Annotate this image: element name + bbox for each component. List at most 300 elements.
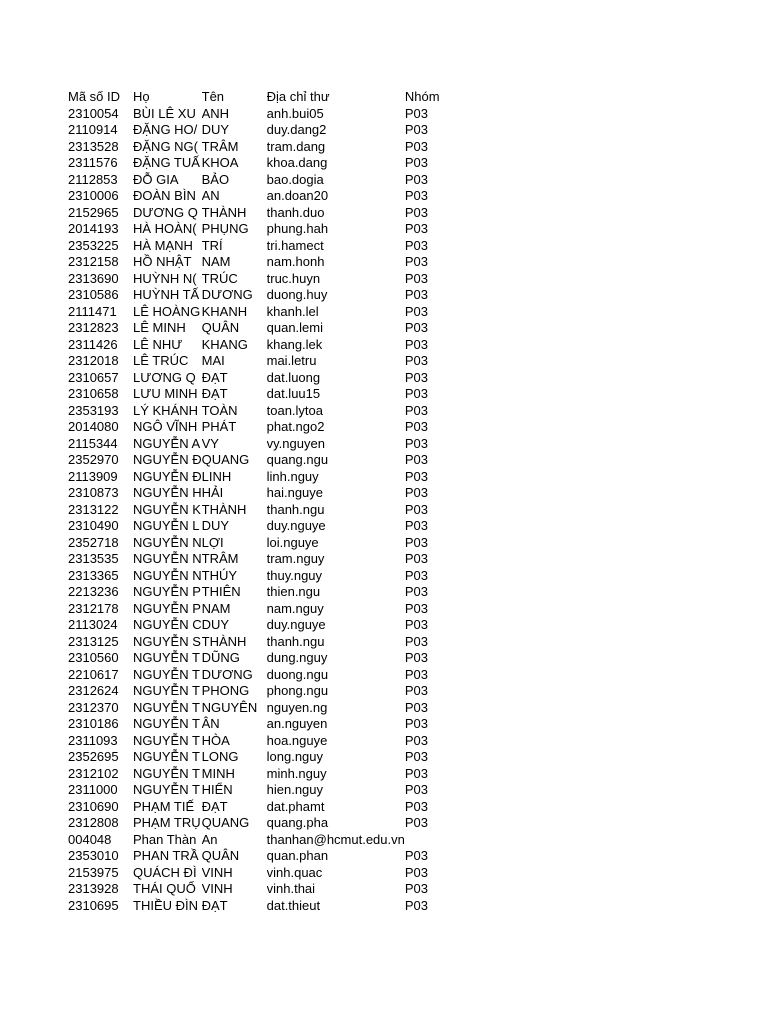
cell-email[interactable]: vinh.thai bbox=[266, 881, 316, 896]
cell-group[interactable]: P03 bbox=[404, 188, 428, 203]
cell-ten[interactable]: TRÂM bbox=[201, 138, 239, 154]
cell-group[interactable]: P03 bbox=[404, 155, 428, 170]
cell-group[interactable]: P03 bbox=[404, 584, 428, 599]
cell-email[interactable]: dat.thieut bbox=[266, 897, 321, 913]
cell-id[interactable]: 2310873 bbox=[68, 485, 119, 500]
cell-id[interactable]: 2312823 bbox=[68, 320, 119, 335]
cell-ho[interactable]: NGUYỄN T bbox=[133, 666, 200, 682]
cell-ho[interactable]: HÀ HOÀN( bbox=[133, 221, 197, 236]
table-row bbox=[68, 650, 465, 667]
cell-ho[interactable]: NGUYỄN Đ bbox=[133, 452, 202, 467]
cell-group[interactable]: P03 bbox=[404, 254, 428, 269]
table-row bbox=[68, 634, 465, 651]
cell-email[interactable]: mai.letru bbox=[266, 353, 317, 368]
cell-group[interactable]: P03 bbox=[404, 765, 428, 781]
cell-ho[interactable]: NGUYỄN P bbox=[133, 584, 201, 599]
table-row bbox=[68, 881, 465, 898]
cell-ten[interactable]: QUANG bbox=[201, 452, 250, 467]
table-row bbox=[68, 122, 465, 139]
cell-email[interactable]: hai.nguye bbox=[266, 485, 324, 500]
cell-group[interactable]: P03 bbox=[404, 518, 428, 533]
cell-ten[interactable]: VINH bbox=[201, 864, 233, 880]
table-row bbox=[68, 832, 465, 849]
cell-id[interactable]: 2313690 bbox=[68, 270, 119, 286]
table-row bbox=[68, 238, 465, 255]
cell-email[interactable]: duy.dang2 bbox=[266, 122, 327, 137]
cell-ten[interactable]: QUÂN bbox=[201, 320, 240, 335]
cell-ho[interactable]: THÁI QUỐ bbox=[133, 881, 196, 896]
cell-id[interactable]: 2311093 bbox=[68, 732, 118, 748]
table-row bbox=[68, 436, 465, 453]
table-row bbox=[68, 865, 465, 882]
cell-id[interactable]: 2312808 bbox=[68, 815, 119, 830]
cell-email[interactable]: phung.hah bbox=[266, 221, 329, 236]
cell-ten[interactable]: BẢO bbox=[201, 171, 230, 187]
cell-id[interactable]: 2153975 bbox=[68, 864, 119, 880]
cell-email[interactable]: minh.nguy bbox=[266, 765, 327, 781]
cell-email[interactable]: an.nguyen bbox=[266, 716, 328, 731]
cell-id[interactable]: 2310006 bbox=[68, 188, 119, 203]
cell-id[interactable]: 2112853 bbox=[68, 171, 118, 187]
cell-id[interactable]: 2352718 bbox=[68, 534, 119, 550]
cell-group[interactable]: P03 bbox=[404, 897, 428, 913]
cell-id[interactable]: 2110914 bbox=[68, 122, 118, 137]
cell-group[interactable]: P03 bbox=[404, 798, 428, 814]
cell-ten[interactable]: NAM bbox=[201, 600, 231, 616]
cell-email[interactable]: nguyen.ng bbox=[266, 699, 328, 715]
table-row bbox=[68, 221, 465, 238]
cell-group[interactable]: P03 bbox=[404, 815, 428, 830]
cell-group[interactable]: P03 bbox=[404, 749, 428, 764]
cell-group[interactable]: P03 bbox=[404, 204, 428, 220]
cell-email[interactable]: thanhan@hcmut.edu.vn bbox=[266, 831, 405, 847]
cell-id[interactable]: 2353193 bbox=[68, 402, 119, 418]
cell-id[interactable]: 2310658 bbox=[68, 386, 119, 401]
cell-email[interactable]: dat.luong bbox=[266, 369, 321, 385]
cell-ten[interactable]: LONG bbox=[201, 749, 239, 764]
table-row bbox=[68, 502, 465, 519]
cell-group[interactable]: P03 bbox=[404, 485, 428, 500]
cell-email[interactable]: duy.nguye bbox=[266, 617, 326, 632]
table-row bbox=[68, 568, 465, 585]
cell-email[interactable]: vy.nguyen bbox=[266, 435, 325, 451]
table-row bbox=[68, 799, 465, 816]
cell-ho[interactable]: DƯƠNG Q bbox=[133, 204, 198, 220]
cell-ten[interactable]: TOÀN bbox=[201, 402, 238, 418]
cell-group[interactable]: P03 bbox=[404, 369, 428, 385]
cell-ten[interactable]: PHONG bbox=[201, 683, 250, 698]
table-row bbox=[68, 848, 465, 865]
cell-ho[interactable]: THIỀU ĐÌN bbox=[133, 897, 198, 913]
cell-ten[interactable]: PHỤNG bbox=[201, 221, 249, 236]
cell-ten[interactable]: MAI bbox=[201, 353, 225, 368]
cell-group[interactable]: P03 bbox=[404, 435, 428, 451]
table-row bbox=[68, 271, 465, 288]
cell-email[interactable]: vinh.quac bbox=[266, 864, 323, 880]
table-row bbox=[68, 139, 465, 156]
cell-id[interactable]: 2311576 bbox=[68, 155, 118, 170]
table-row bbox=[68, 749, 465, 766]
cell-ho[interactable]: NGUYỄN A bbox=[133, 435, 201, 451]
cell-email[interactable]: loi.nguye bbox=[266, 534, 319, 550]
cell-id[interactable]: 2352970 bbox=[68, 452, 119, 467]
cell-group[interactable]: P03 bbox=[404, 650, 428, 665]
cell-email[interactable]: duy.nguye bbox=[266, 518, 326, 533]
table-row bbox=[68, 320, 465, 337]
cell-ten[interactable]: ĐẠT bbox=[201, 369, 228, 385]
table-row bbox=[68, 469, 465, 486]
cell-ten[interactable]: TRÂM bbox=[201, 551, 239, 566]
table-row bbox=[68, 518, 465, 535]
table-row bbox=[68, 667, 465, 684]
cell-ho[interactable]: ĐỖ GIA bbox=[133, 171, 179, 187]
table-row bbox=[68, 205, 465, 222]
cell-ten[interactable]: TRÍ bbox=[201, 237, 223, 253]
cell-ho[interactable]: QUÁCH ĐÌ bbox=[133, 864, 197, 880]
cell-id[interactable]: 2115344 bbox=[68, 435, 118, 451]
cell-ho[interactable]: NGUYỄN T bbox=[133, 699, 200, 715]
table-row bbox=[68, 172, 465, 189]
cell-group[interactable]: P03 bbox=[404, 353, 428, 368]
cell-ten[interactable]: ÂN bbox=[201, 716, 220, 731]
table-row bbox=[68, 254, 465, 271]
cell-group[interactable]: P03 bbox=[404, 386, 428, 401]
cell-ho[interactable]: NGUYỄN T bbox=[133, 782, 200, 797]
cell-ten[interactable]: QUÂN bbox=[201, 848, 240, 863]
student-table bbox=[68, 89, 465, 914]
table-row bbox=[68, 535, 465, 552]
cell-ho[interactable]: LÊ HOÀNG bbox=[133, 303, 201, 319]
table-row bbox=[68, 304, 465, 321]
cell-email[interactable]: duong.ngu bbox=[266, 666, 329, 682]
cell-email[interactable]: tram.nguy bbox=[266, 551, 325, 566]
cell-ho[interactable]: NGUYỄN H bbox=[133, 485, 202, 500]
cell-ten[interactable]: KHANG bbox=[201, 336, 248, 352]
table-row bbox=[68, 584, 465, 601]
table-row bbox=[68, 782, 465, 799]
cell-email[interactable]: thanh.ngu bbox=[266, 501, 325, 517]
cell-id[interactable]: 2313535 bbox=[68, 551, 119, 566]
table-row bbox=[68, 683, 465, 700]
table-row bbox=[68, 353, 465, 370]
spreadsheet bbox=[68, 89, 465, 914]
cell-ten[interactable]: ĐẠT bbox=[201, 897, 228, 913]
cell-email[interactable]: khoa.dang bbox=[266, 155, 328, 170]
cell-id[interactable]: 2310690 bbox=[68, 798, 119, 814]
cell-ho[interactable]: NGUYỄN P bbox=[133, 600, 201, 616]
cell-email[interactable]: toan.lytoa bbox=[266, 402, 323, 418]
cell-email[interactable]: thanh.ngu bbox=[266, 633, 325, 649]
cell-group[interactable]: P03 bbox=[404, 320, 428, 335]
cell-email[interactable]: tram.dang bbox=[266, 138, 326, 154]
cell-group[interactable]: P03 bbox=[404, 732, 428, 748]
cell-group[interactable]: P03 bbox=[404, 716, 428, 731]
cell-ten[interactable]: PHÁT bbox=[201, 419, 237, 434]
cell-group[interactable]: P03 bbox=[404, 551, 428, 566]
cell-email[interactable]: linh.nguy bbox=[266, 468, 319, 484]
cell-group[interactable]: P03 bbox=[404, 419, 428, 434]
cell-email[interactable]: quang.pha bbox=[266, 815, 329, 830]
cell-email[interactable]: phat.ngo2 bbox=[266, 419, 325, 434]
cell-group[interactable]: P03 bbox=[404, 567, 428, 583]
cell-id[interactable]: 2353010 bbox=[68, 848, 119, 863]
table-row bbox=[68, 370, 465, 387]
cell-ten[interactable]: NGUYÊN bbox=[201, 699, 258, 715]
cell-ten[interactable]: An bbox=[201, 831, 218, 847]
cell-group[interactable]: P03 bbox=[404, 468, 428, 484]
cell-ten[interactable]: DUY bbox=[201, 617, 230, 632]
cell-id[interactable]: 2113909 bbox=[68, 468, 118, 484]
cell-id[interactable]: 2313365 bbox=[68, 567, 119, 583]
table-row bbox=[68, 386, 465, 403]
cell-ho[interactable]: Phan Thàn bbox=[133, 831, 197, 847]
cell-ten[interactable]: ĐẠT bbox=[201, 386, 228, 401]
cell-ten[interactable]: ĐẠT bbox=[201, 798, 228, 814]
cell-group[interactable]: P03 bbox=[404, 782, 428, 797]
cell-ho[interactable]: PHẠM TIẾ bbox=[133, 798, 195, 814]
cell-id[interactable]: 2313122 bbox=[68, 501, 119, 517]
cell-ho[interactable]: ĐOÀN BÌN bbox=[133, 188, 196, 203]
cell-ho[interactable]: NGUYỄN S bbox=[133, 633, 201, 649]
cell-ho[interactable]: HUỲNH N( bbox=[133, 270, 197, 286]
cell-ten[interactable]: AN bbox=[201, 188, 220, 203]
table-row bbox=[68, 106, 465, 123]
cell-group[interactable]: P03 bbox=[404, 105, 428, 121]
cell-group[interactable]: P03 bbox=[404, 633, 428, 649]
header-email[interactable]: Địa chỉ thư bbox=[266, 89, 330, 104]
table-row bbox=[68, 716, 465, 733]
cell-email[interactable]: nam.honh bbox=[266, 254, 325, 269]
cell-email[interactable]: bao.dogia bbox=[266, 171, 324, 187]
header-ho[interactable]: Họ bbox=[133, 89, 150, 104]
cell-ten[interactable]: DŨNG bbox=[201, 650, 240, 665]
cell-ho[interactable]: PHẠM TRỤ bbox=[133, 815, 201, 830]
header-row bbox=[68, 89, 465, 106]
cell-email[interactable]: long.nguy bbox=[266, 749, 324, 764]
cell-email[interactable]: an.doan20 bbox=[266, 188, 329, 203]
table-row bbox=[68, 601, 465, 618]
cell-email[interactable]: duong.huy bbox=[266, 287, 328, 302]
cell-email[interactable]: dat.phamt bbox=[266, 798, 325, 814]
table-row bbox=[68, 898, 465, 915]
cell-id[interactable]: 2310054 bbox=[68, 105, 119, 121]
cell-id[interactable]: 2313928 bbox=[68, 881, 119, 896]
header-id[interactable]: Mã số ID bbox=[68, 89, 121, 104]
cell-id[interactable]: 2310560 bbox=[68, 650, 119, 665]
cell-ten[interactable]: MINH bbox=[201, 765, 235, 781]
cell-email[interactable]: dung.nguy bbox=[266, 650, 328, 665]
cell-ho[interactable]: NGUYỄN N bbox=[133, 567, 202, 583]
cell-ho[interactable]: HÀ MẠNH bbox=[133, 237, 193, 253]
cell-group[interactable]: P03 bbox=[404, 534, 428, 550]
cell-id[interactable]: 2310186 bbox=[68, 716, 119, 731]
cell-id[interactable]: 2352695 bbox=[68, 749, 119, 764]
table-row bbox=[68, 419, 465, 436]
cell-id[interactable]: 2310490 bbox=[68, 518, 119, 533]
cell-ten[interactable]: TRÚC bbox=[201, 270, 238, 286]
cell-id[interactable]: 2312178 bbox=[68, 600, 119, 616]
cell-group[interactable]: P03 bbox=[404, 221, 428, 236]
cell-id[interactable]: 004048 bbox=[68, 831, 112, 847]
cell-ho[interactable]: NGÔ VĨNH bbox=[133, 419, 198, 434]
cell-id[interactable]: 2113024 bbox=[68, 617, 118, 632]
cell-email[interactable]: hoa.nguye bbox=[266, 732, 328, 748]
cell-group[interactable]: P03 bbox=[404, 864, 428, 880]
cell-group[interactable] bbox=[405, 832, 465, 849]
cell-id[interactable]: 2311426 bbox=[68, 336, 118, 352]
cell-email[interactable]: anh.bui05 bbox=[266, 105, 324, 121]
cell-ho[interactable]: LÝ KHÁNH bbox=[133, 402, 199, 418]
cell-ten[interactable]: HÒA bbox=[201, 732, 230, 748]
cell-ho[interactable]: NGUYỄN K bbox=[133, 501, 201, 517]
cell-group[interactable]: P03 bbox=[404, 303, 428, 319]
header-ten[interactable]: Tên bbox=[201, 89, 225, 104]
cell-ten[interactable]: DUY bbox=[201, 518, 230, 533]
cell-ho[interactable]: ĐẶNG TUẤ bbox=[133, 155, 200, 170]
cell-ten[interactable]: THÀNH bbox=[201, 633, 247, 649]
table-row bbox=[68, 700, 465, 717]
cell-ho[interactable]: LÊ NHƯ bbox=[133, 336, 183, 352]
cell-ho[interactable]: ĐẶNG NG( bbox=[133, 138, 198, 154]
cell-group[interactable]: P03 bbox=[404, 683, 428, 698]
cell-ten[interactable]: DƯƠNG bbox=[201, 287, 253, 302]
table-row bbox=[68, 766, 465, 783]
cell-ho[interactable]: NGUYỄN T bbox=[133, 749, 200, 764]
cell-ho[interactable]: LƯƠNG Q bbox=[133, 369, 196, 385]
cell-id[interactable]: 2310695 bbox=[68, 897, 119, 913]
cell-ho[interactable]: NGUYỄN T bbox=[133, 765, 200, 781]
cell-ten[interactable]: KHOA bbox=[201, 155, 239, 170]
cell-group[interactable]: P03 bbox=[404, 138, 428, 154]
cell-ho[interactable]: LÊ MINH bbox=[133, 320, 186, 335]
cell-ten[interactable]: HẢI bbox=[201, 485, 224, 500]
header-group[interactable]: Nhóm bbox=[404, 89, 440, 104]
cell-ten[interactable]: ANH bbox=[201, 105, 230, 121]
cell-email[interactable]: tri.hamect bbox=[266, 237, 324, 253]
cell-ten[interactable]: LỢI bbox=[201, 534, 224, 550]
cell-group[interactable]: P03 bbox=[404, 600, 428, 616]
table-row bbox=[68, 485, 465, 502]
cell-group[interactable]: P03 bbox=[404, 666, 428, 682]
table-row bbox=[68, 155, 465, 172]
cell-ho[interactable]: HỒ NHẬT bbox=[133, 254, 192, 269]
cell-email[interactable]: khang.lek bbox=[266, 336, 323, 352]
cell-ten[interactable]: THÀNH bbox=[201, 501, 247, 517]
table-row bbox=[68, 733, 465, 750]
cell-id[interactable]: 2312158 bbox=[68, 254, 119, 269]
cell-ten[interactable]: QUANG bbox=[201, 815, 250, 830]
cell-email[interactable]: truc.huyn bbox=[266, 270, 321, 286]
cell-ho[interactable]: NGUYỄN L bbox=[133, 518, 200, 533]
cell-id[interactable]: 2312102 bbox=[68, 765, 119, 781]
cell-ho[interactable]: NGUYỄN N bbox=[133, 534, 202, 550]
cell-id[interactable]: 2353225 bbox=[68, 237, 119, 253]
cell-group[interactable]: P03 bbox=[404, 336, 428, 352]
cell-group[interactable]: P03 bbox=[404, 287, 428, 302]
table-row bbox=[68, 452, 465, 469]
cell-id[interactable]: 2312624 bbox=[68, 683, 119, 698]
cell-email[interactable]: thien.ngu bbox=[266, 584, 321, 599]
cell-ho[interactable]: BÙI LÊ XU bbox=[133, 105, 196, 121]
cell-ho[interactable]: NGUYỄN T bbox=[133, 732, 200, 748]
table-row bbox=[68, 551, 465, 568]
cell-id[interactable]: 2310586 bbox=[68, 287, 119, 302]
cell-email[interactable]: phong.ngu bbox=[266, 683, 329, 698]
cell-group[interactable]: P03 bbox=[404, 501, 428, 517]
cell-id[interactable]: 2152965 bbox=[68, 204, 119, 220]
cell-id[interactable]: 2312370 bbox=[68, 699, 119, 715]
cell-id[interactable]: 2213236 bbox=[68, 584, 119, 599]
cell-group[interactable]: P03 bbox=[404, 122, 428, 137]
cell-ho[interactable]: NGUYỄN C bbox=[133, 617, 202, 632]
cell-ten[interactable]: LINH bbox=[201, 468, 232, 484]
cell-email[interactable]: thuy.nguy bbox=[266, 567, 323, 583]
cell-ten[interactable]: VINH bbox=[201, 881, 233, 896]
cell-id[interactable]: 2312018 bbox=[68, 353, 119, 368]
cell-ho[interactable]: LÊ TRÚC bbox=[133, 353, 189, 368]
table-body bbox=[68, 106, 465, 915]
table-row bbox=[68, 337, 465, 354]
cell-group[interactable]: P03 bbox=[404, 452, 428, 467]
cell-email[interactable]: khanh.lel bbox=[266, 303, 319, 319]
cell-group[interactable]: P03 bbox=[404, 848, 428, 863]
cell-email[interactable]: hien.nguy bbox=[266, 782, 324, 797]
cell-id[interactable]: 2210617 bbox=[68, 666, 119, 682]
cell-group[interactable]: P03 bbox=[404, 617, 428, 632]
table-row bbox=[68, 287, 465, 304]
cell-ho[interactable]: NGUYỄN N bbox=[133, 551, 202, 566]
cell-ten[interactable]: THIÊN bbox=[201, 584, 241, 599]
cell-email[interactable]: nam.nguy bbox=[266, 600, 324, 616]
cell-email[interactable]: dat.luu15 bbox=[266, 386, 321, 401]
cell-ten[interactable]: THÚY bbox=[201, 567, 238, 583]
cell-email[interactable]: quan.phan bbox=[266, 848, 329, 863]
cell-group[interactable]: P03 bbox=[404, 402, 428, 418]
cell-ten[interactable]: KHANH bbox=[201, 303, 248, 319]
cell-email[interactable]: quan.lemi bbox=[266, 320, 323, 335]
cell-id[interactable]: 2310657 bbox=[68, 369, 119, 385]
cell-ho[interactable]: ĐẶNG HO/ bbox=[133, 122, 198, 137]
cell-id[interactable]: 2111471 bbox=[68, 303, 117, 319]
cell-email[interactable]: quang.ngu bbox=[266, 452, 329, 467]
cell-email[interactable]: thanh.duo bbox=[266, 204, 325, 220]
cell-id[interactable]: 2014080 bbox=[68, 419, 119, 434]
cell-ten[interactable]: THÀNH bbox=[201, 204, 247, 220]
cell-ten[interactable]: DUY bbox=[201, 122, 230, 137]
cell-group[interactable]: P03 bbox=[404, 270, 428, 286]
cell-ho[interactable]: PHAN TRẦ bbox=[133, 848, 199, 863]
cell-id[interactable]: 2014193 bbox=[68, 221, 119, 236]
cell-ho[interactable]: HUỲNH TẤ bbox=[133, 287, 200, 302]
cell-id[interactable]: 2313125 bbox=[68, 633, 119, 649]
cell-group[interactable]: P03 bbox=[404, 881, 428, 896]
cell-id[interactable]: 2313528 bbox=[68, 138, 119, 154]
cell-ho[interactable]: NGUYỄN T bbox=[133, 650, 200, 665]
cell-group[interactable]: P03 bbox=[404, 171, 428, 187]
cell-ten[interactable]: DƯƠNG bbox=[201, 666, 253, 682]
table-row bbox=[68, 815, 465, 832]
cell-ho[interactable]: NGUYỄN Đ bbox=[133, 468, 202, 484]
cell-ten[interactable]: NAM bbox=[201, 254, 231, 269]
cell-ho[interactable]: NGUYỄN T bbox=[133, 683, 200, 698]
cell-ten[interactable]: HIỂN bbox=[201, 782, 233, 797]
cell-group[interactable]: P03 bbox=[404, 237, 428, 253]
cell-group[interactable]: P03 bbox=[404, 699, 428, 715]
cell-ho[interactable]: LƯU MINH bbox=[133, 386, 198, 401]
cell-ten[interactable]: VY bbox=[201, 435, 219, 451]
cell-id[interactable]: 2311000 bbox=[68, 782, 118, 797]
cell-ho[interactable]: NGUYỄN T bbox=[133, 716, 200, 731]
